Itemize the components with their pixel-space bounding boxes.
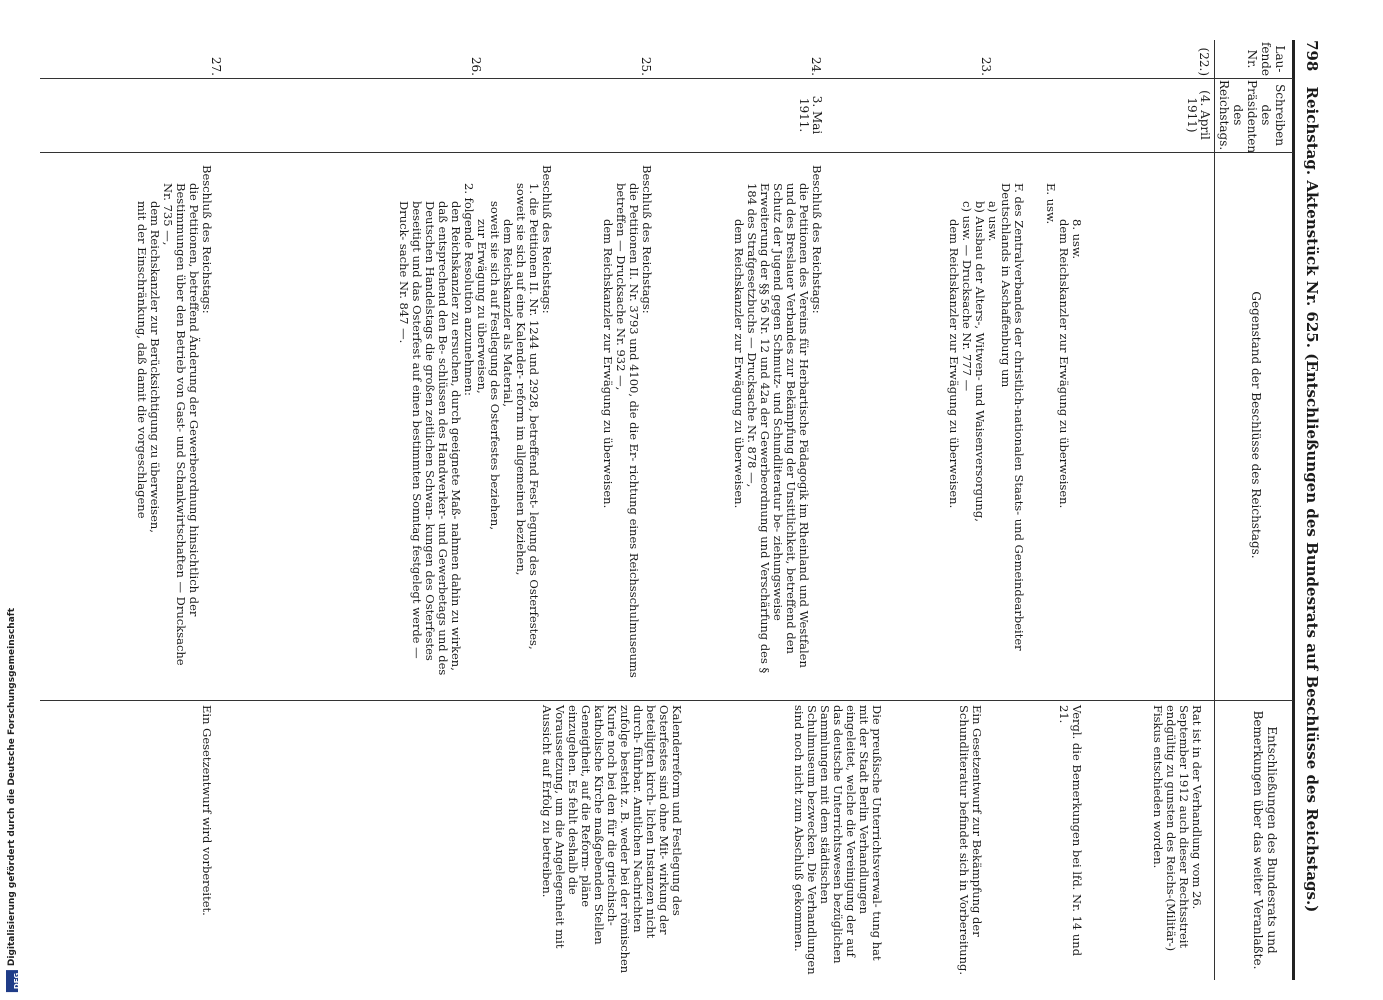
row-date: (4. April 1911) (1185, 90, 1212, 140)
row-number: 26. (469, 56, 483, 76)
row-number: (22.) (1197, 47, 1211, 76)
row-resolution: Ein Gesetzentwurf wird vorbereitet. (200, 705, 214, 916)
row-number: 25. (639, 56, 653, 76)
column-divider (40, 152, 1293, 153)
row-date: 3. Mai 1911. (797, 95, 824, 135)
column-divider (40, 700, 1293, 701)
running-header (1303, 40, 1321, 912)
header-rule (1214, 40, 1215, 980)
page-number: 798 (1303, 40, 1321, 72)
row-resolution: Rat ist in der Verhandlung vom 26. September 1912 auch dieser Rechtsstreit endgültig zu gunsten des Reichs-(Militär-) Fiskus entschieden worden. (1151, 705, 1204, 952)
row-subject: Beschluß des Reichstags: 1. die Petitionen II. Nr. 1244 und 2928, betreffend Fest- legung des Osterfestes, soweit sie sich auf eine Kalender- reform im allgemeinen beziehen, dem Reichskanzler als Material, soweit sie sich auf Festlegung des Osterfestes beziehen, zur Erwägung zu überweisen, 2. folgende Resolution anzunehmen: den Reichskanzler zu ersuchen, durch geeignete Maß- nahmen dahin zu wirken, daß entsprechend den Be- schlüssen des Handwerker- und Gewerbetags und des Deutschen Handelstags die großen zeitlichen Schwan- kungen des Osterfestes beseitigt und das Osterfest auf einen bestimmten Sonntag festgelegt werde — Druck- sache Nr. 847 —. (397, 165, 554, 676)
row-subject: Beschluß des Reichstags: die Petitionen des Vereins für Herbartische Pädagogik im Rheinland und Westfalen und des Breslauer Verbandes zur Bekämpfung der Unsittlichkeit, betreffend den Schutz der Jugend gegen Schmutz- und Schundliteratur be- ziehungsweise Erweiterung der §§ 56 Nr. 12 und 42a der Gewerbeordnung und Verschärfung des § 184 des Strafgesetzbuchs — Drucksache Nr. 878 —, dem Reichskanzler zur Erwägung zu überweisen. (732, 165, 824, 674)
column-header-schreiben: Schreiben des Präsidenten des Reichstags. (1217, 80, 1287, 154)
digitization-credit (6, 607, 21, 992)
row-subject: Beschluß des Reichstags: die Petitionen, betreffend Änderung der Gewerbeordnung hinsichtlich der Bestimmungen über den Betrieb von Gast- und Schankwirtschaften — Drucksache Nr. 735 —, dem Reichskanzler zur Berücksichtigung zu überweisen, mit der Einschränkung, daß damit die vorgeschlagene (135, 165, 214, 666)
column-header-nr: Lau- fende Nr. (1245, 41, 1287, 77)
credit-text: Digitalisierung gefördert durch die Deutsche Forschungsgemeinschaft (7, 607, 17, 966)
row-resolution: Die preußische Unterrichtsverwal- tung hat mit der Stadt Berlin Verhandlungen eingeleitet, welche die Vereinigung der auf das deutsche Unterrichtswesen bezüglichen Sammlungen mit dem städtischen Schulmuseum bezwecken. Die Verhandlungen sind noch nicht zum Abschluß gekommen. (792, 705, 884, 975)
row-subject: Beschluß des Reichstags: die Petitionen II. Nr. 3793 und 4100, die die Er- richtung eines Reichsschulmuseums betreffen — Drucksache Nr. 932 —, dem Reichskanzler zur Erwägung zu überweisen. (601, 165, 654, 678)
dfg-logo: DFG (6, 970, 18, 992)
row-number: 27. (209, 56, 223, 76)
row-resolution: Ein Gesetzentwurf zur Bekämpfung der Schundliteratur befindet sich in Vorbereitung. (957, 705, 984, 975)
page-title: Reichstag. Aktenstück Nr. 625. (Entschließungen des Bundesrats auf Beschlüsse des Reichstags.) (1303, 86, 1321, 913)
row-number: 23. (979, 56, 993, 76)
row-resolution: Vergl. die Bemerkungen bei lfd. Nr. 14 und 21. (1057, 705, 1084, 957)
column-divider (40, 78, 1293, 79)
row-number: 24. (809, 56, 823, 76)
row-resolution: Kalenderreform und Festlegung des Osterfestes sind ohne Mit- wirkung der beteiligten kirch- lichen Instanzen nicht durch- führbar. Amtlichen Nachrichten zufolge besteht z. B. weder bei der römischen Kurie noch bei den für die griechisch-katholische Kirche maßgebenden Stellen Geneigtheit, auf die Reform- pläne einzugehen. Es fehlt deshalb die Voraussetzung, um die Angelegenheit mit Aussicht auf Erfolg zu betreiben. (540, 705, 684, 974)
top-rule (1292, 40, 1295, 980)
row-subject: 8. usw. dem Reichskanzler zur Erwägung zu überweisen. E. usw. (1044, 183, 1084, 509)
column-header-gegenstand: Gegenstand der Beschlüsse des Reichstags. (1249, 291, 1263, 559)
row-subject: F. des Zentralverbandes der christlich-nationalen Staats- und Gemeindearbeiter Deutschlands in Aschaffenburg um a) usw. b) Ausbau der Alters-, Witwen- und Waisenversorgung, c) usw. — Drucksache Nr. 777 — dem Reichskanzler zur Erwägung zu überweisen. (947, 183, 1026, 651)
column-header-entschliessungen: Entschließungen des Bundesrats und Bemerkungen über das weiter Veranlaßte. (1251, 710, 1279, 970)
